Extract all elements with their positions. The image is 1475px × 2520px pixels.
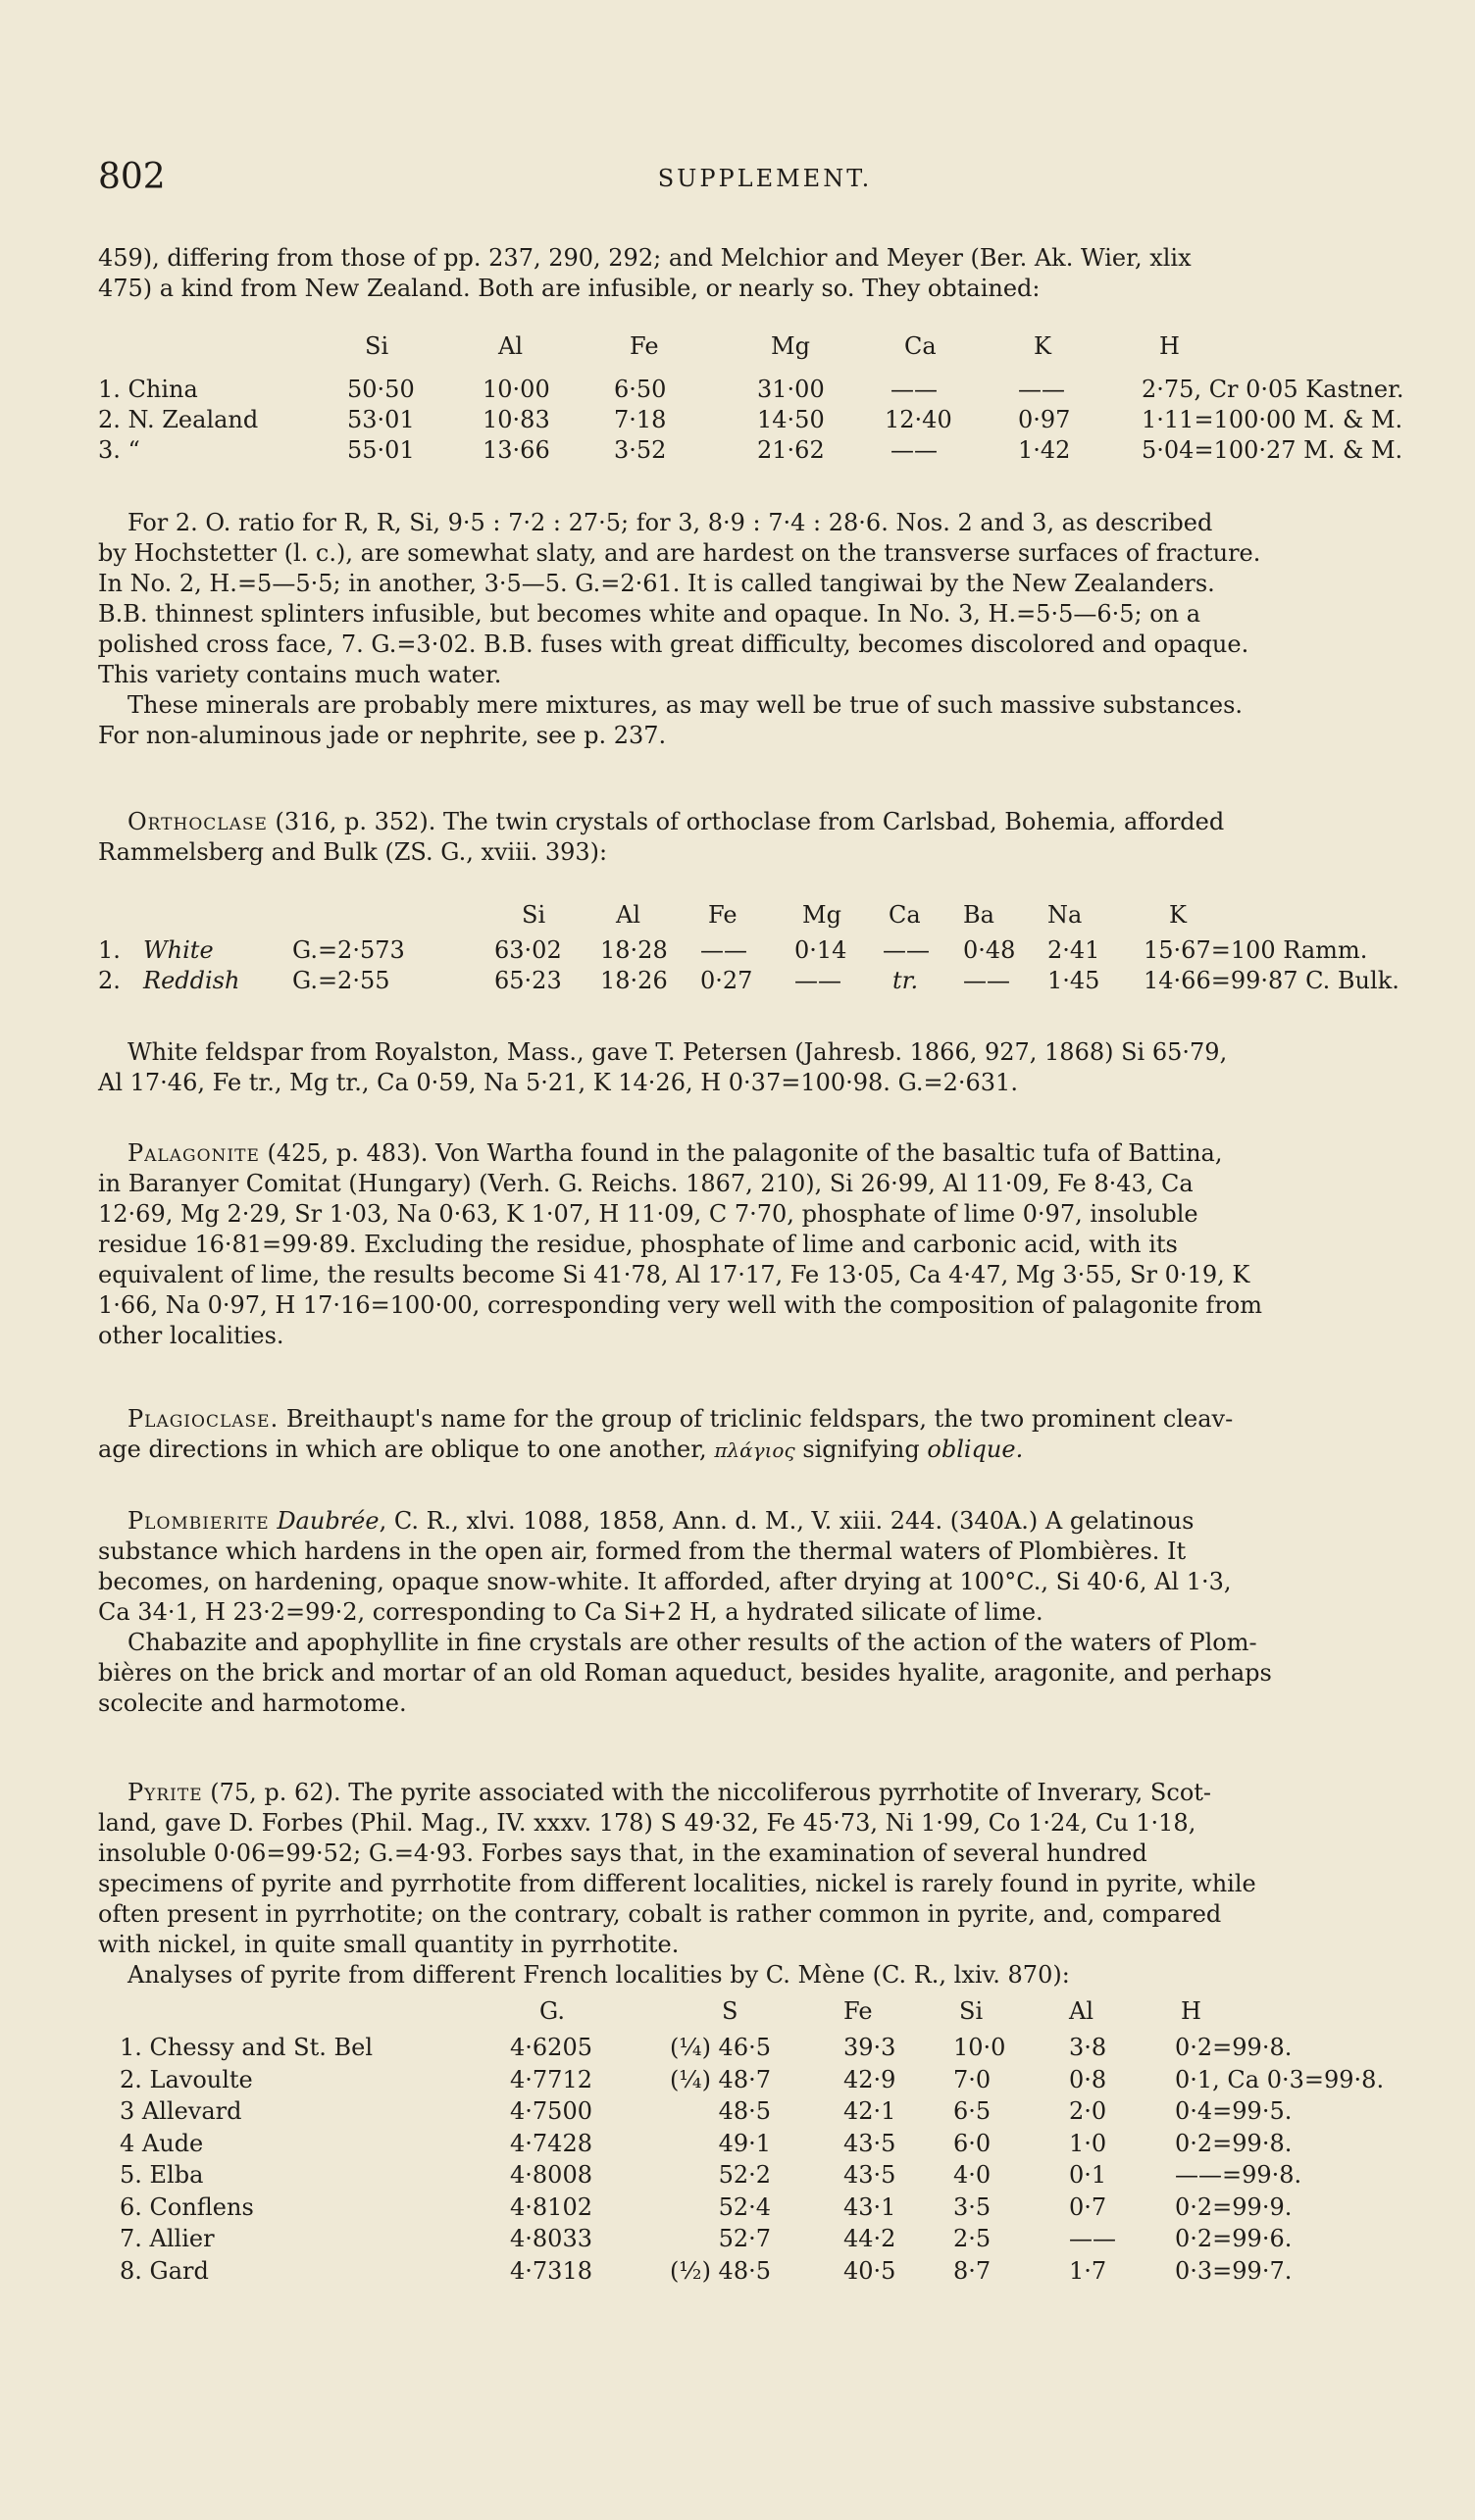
table-cell: ——	[794, 967, 841, 994]
column-header: Si	[365, 332, 389, 360]
text-span: (316, p. 352). The twin crystals of orthoclase from Carlsbad, Bohemia, afforded	[267, 808, 1225, 835]
table-cell: 3. “	[98, 436, 140, 464]
table-cell: Reddish	[143, 967, 240, 994]
table-cell: 2·75, Cr 0·05 Kastner.	[1142, 376, 1404, 403]
text-span: , C. R., xlvi. 1088, 1858, Ann. d. M., V. xiii. 244. (340A.) A gelatinous	[379, 1507, 1195, 1535]
text-line: Ca 34·1, H 23·2=99·2, corresponding to Ca Si+2 H, a hydrated silicate of lime.	[98, 1598, 1043, 1626]
table-cell: 6·5	[953, 2097, 992, 2125]
text-span: signifying	[794, 1436, 928, 1463]
table-cell: 31·00	[757, 376, 825, 403]
table-cell: 1·11=100·00 M. & M.	[1142, 406, 1403, 433]
column-header: Mg	[802, 901, 841, 929]
table-cell: ——=99·8.	[1175, 2161, 1302, 2189]
table-cell: 40·5	[843, 2256, 896, 2285]
nephrite-analysis-table	[98, 331, 1432, 466]
table-cell: 52·2	[718, 2161, 771, 2189]
text-line: In No. 2, H.=5—5·5; in another, 3·5—5. G.=2·61. It is called tangiwai by the New Zealanders.	[98, 570, 1215, 597]
table-row	[98, 405, 1432, 435]
table-cell: 1. China	[98, 376, 198, 403]
table-cell: 7. Allier	[120, 2225, 215, 2252]
text-line	[98, 1506, 1432, 1537]
table-cell: 43·1	[843, 2192, 896, 2221]
table-cell: 1.	[98, 936, 121, 964]
mineral-name: Pyrite	[127, 1779, 203, 1806]
table-cell: 3·8	[1069, 2034, 1107, 2061]
table-cell: 0·1	[1069, 2161, 1107, 2189]
mineral-name: Palagonite	[127, 1139, 260, 1167]
table-cell: 3 Allevard	[120, 2097, 242, 2125]
table-cell: 0·2=99·8.	[1175, 2129, 1293, 2157]
column-header: Al	[616, 901, 641, 929]
table-cell: 53·01	[347, 406, 415, 433]
greek-word: πλάγιος	[714, 1438, 795, 1462]
column-header: Ca	[904, 332, 937, 360]
table-cell: G.=2·573	[292, 936, 405, 964]
mineral-name: Plagioclase.	[127, 1405, 280, 1433]
table-cell: 1·45	[1047, 967, 1100, 994]
orthoclase-table	[98, 900, 1432, 996]
table-cell: ——	[1018, 376, 1065, 403]
text-line: residue 16·81=99·89. Excluding the residue, phosphate of lime and carbonic acid, with its	[98, 1231, 1178, 1258]
text-line: Rammelsberg and Bulk (ZS. G., xviii. 393):	[98, 838, 608, 866]
table-row	[98, 435, 1432, 466]
text-line	[98, 1138, 1432, 1169]
table-cell: 21·62	[757, 436, 825, 464]
table-cell: 8. Gard	[120, 2256, 209, 2285]
table-cell: 5·04=100·27 M. & M.	[1142, 436, 1403, 464]
table-cell: 7·18	[614, 406, 667, 433]
intro-paragraph	[98, 243, 1432, 304]
orthoclase-entry	[98, 807, 1432, 868]
page-number: 802	[98, 157, 166, 197]
table-cell: 1. Chessy and St. Bel	[120, 2034, 373, 2061]
table-cell: 0·3=99·7.	[1175, 2256, 1293, 2285]
table-cell: 2·0	[1069, 2097, 1107, 2125]
table-cell: 6·50	[614, 376, 667, 403]
table-cell: 52·7	[718, 2225, 771, 2252]
table-cell: 7·0	[953, 2065, 992, 2093]
table-row	[98, 2256, 1432, 2289]
table-header-row	[98, 1996, 1432, 2027]
table-cell: 0·8	[1069, 2065, 1107, 2093]
column-header: Si	[959, 1997, 984, 2025]
table-cell: 50·50	[347, 376, 415, 403]
italic-word: oblique.	[927, 1436, 1024, 1463]
text-line: insoluble 0·06=99·52; G.=4·93. Forbes says that, in the examination of several hundred	[98, 1840, 1147, 1867]
plombierite-entry	[98, 1506, 1432, 1719]
table-cell: 2. Lavoulte	[120, 2065, 253, 2093]
text-line: specimens of pyrite and pyrrhotite from different localities, nickel is rarely found in pyrite, while	[98, 1870, 1256, 1897]
text-line: polished cross face, 7. G.=3·02. B.B. fuses with great difficulty, becomes discolored and opaque.	[98, 630, 1249, 658]
table-cell: ——	[963, 967, 1010, 994]
text-span: Breithaupt's name for the group of triclinic feldspars, the two prominent cleav-	[279, 1405, 1234, 1433]
author-name: Daubrée	[277, 1507, 380, 1535]
column-header: Na	[1047, 901, 1083, 929]
text-line: often present in pyrrhotite; on the contrary, cobalt is rather common in pyrite, and, compared	[98, 1900, 1222, 1928]
pyrite-table-body	[98, 2033, 1432, 2288]
text-line: B.B. thinnest splinters infusible, but becomes white and opaque. In No. 3, H.=5·5—6·5; on a	[98, 600, 1201, 628]
column-header: H	[1181, 1997, 1201, 2025]
column-header: K	[1034, 332, 1051, 360]
text-span: (425, p. 483). Von Wartha found in the palagonite of the basaltic tufa of Battina,	[259, 1139, 1223, 1167]
table-cell: 0·97	[1018, 406, 1071, 433]
table-cell: ——	[890, 436, 938, 464]
table-cell: 1·0	[1069, 2129, 1107, 2157]
text-line: This variety contains much water.	[98, 661, 502, 688]
table-cell: ——	[883, 936, 930, 964]
table-cell: 42·1	[843, 2097, 896, 2125]
table-cell: 14·66=99·87 C. Bulk.	[1144, 967, 1399, 994]
table-cell: 0·4=99·5.	[1175, 2097, 1293, 2125]
table-cell: 48·5	[718, 2097, 771, 2125]
text-line: in Baranyer Comitat (Hungary) (Verh. G. Reichs. 1867, 210), Si 26·99, Al 11·09, Fe 8·43, Ca	[98, 1170, 1194, 1197]
table-header-row	[98, 331, 1432, 362]
table-cell: 10·0	[953, 2034, 1006, 2061]
column-header: Al	[1069, 1997, 1094, 2025]
table-cell: 6·0	[953, 2129, 992, 2157]
table-cell: (½) 48·5	[669, 2256, 771, 2285]
text-line: becomes, on hardening, opaque snow-white. It afforded, after drying at 100°C., Si 40·6, Al 1·3,	[98, 1568, 1232, 1595]
table-cell: 3·5	[953, 2192, 992, 2221]
table-cell: ——	[700, 936, 747, 964]
table-cell: 49·1	[718, 2129, 771, 2157]
column-header: Fe	[630, 332, 659, 360]
running-title: SUPPLEMENT.	[657, 165, 873, 192]
table-row	[98, 2192, 1432, 2225]
column-header: Ba	[963, 901, 994, 929]
table-header-row	[98, 900, 1432, 931]
column-header: Ca	[889, 901, 921, 929]
table-cell: 3·52	[614, 436, 667, 464]
text-line: 459), differing from those of pp. 237, 290, 292; and Melchior and Meyer (Ber. Ak. Wier, xlix	[98, 244, 1192, 272]
table-cell: 42·9	[843, 2065, 896, 2093]
text-line: by Hochstetter (l. c.), are somewhat slaty, and are hardest on the transverse surfaces of fracture.	[98, 539, 1261, 567]
column-header: Fe	[708, 901, 738, 929]
table-cell: 0·2=99·8.	[1175, 2034, 1293, 2061]
table-cell: ——	[890, 376, 938, 403]
table-cell: 18·26	[600, 967, 668, 994]
text-line: scolecite and harmotome.	[98, 1689, 407, 1717]
table-cell: 63·02	[494, 936, 562, 964]
table-cell: 6. Conflens	[120, 2192, 254, 2221]
table-cell: 2.	[98, 967, 121, 994]
table-row	[98, 966, 1432, 996]
table-cell: 4·8008	[510, 2161, 592, 2189]
text-line: Al 17·46, Fe tr., Mg tr., Ca 0·59, Na 5·21, K 14·26, H 0·37=100·98. G.=2·631.	[98, 1069, 1018, 1096]
table-cell: 4·7500	[510, 2097, 592, 2125]
table-cell: 4·8033	[510, 2225, 592, 2252]
column-header: Fe	[843, 1997, 873, 2025]
table-cell: 0·1, Ca 0·3=99·8.	[1175, 2065, 1385, 2093]
text-line: 475) a kind from New Zealand. Both are infusible, or nearly so. They obtained:	[98, 275, 1041, 302]
text-span: (75, p. 62). The pyrite associated with the niccoliferous pyrrhotite of Inverary, Scot-	[202, 1779, 1212, 1806]
table-cell: 0·7	[1069, 2192, 1107, 2221]
table-cell: 0·2=99·9.	[1175, 2192, 1293, 2221]
table-cell: 52·4	[718, 2192, 771, 2221]
table-cell: (¼) 46·5	[669, 2034, 771, 2061]
table-cell: 13·66	[483, 436, 550, 464]
table-row	[98, 2096, 1432, 2129]
table-cell: 1·7	[1069, 2256, 1107, 2285]
table-row	[98, 935, 1432, 966]
table-cell: 18·28	[600, 936, 668, 964]
text-line	[98, 1435, 1432, 1466]
table-cell: 0·27	[700, 967, 753, 994]
table-cell: 1·42	[1018, 436, 1071, 464]
text-line: other localities.	[98, 1322, 284, 1349]
palagonite-entry	[98, 1138, 1432, 1351]
table-cell: 12·40	[885, 406, 952, 433]
nephrite-paragraph	[98, 508, 1432, 751]
text-line	[98, 807, 1432, 837]
text-line: Analyses of pyrite from different French localities by C. Mène (C. R., lxiv. 870):	[127, 1961, 1070, 1989]
text-line: 12·69, Mg 2·29, Sr 1·03, Na 0·63, K 1·07, H 11·09, C 7·70, phosphate of lime 0·97, insoluble	[98, 1200, 1198, 1228]
column-header: K	[1169, 901, 1187, 929]
text-line	[98, 1404, 1432, 1435]
table-cell: 8·7	[953, 2256, 992, 2285]
text-line: For non-aluminous jade or nephrite, see p. 237.	[98, 722, 667, 749]
table-cell: 44·2	[843, 2225, 896, 2252]
text-span: age directions in which are oblique to one another,	[98, 1436, 715, 1463]
table-cell: 4·0	[953, 2161, 992, 2189]
table-row	[98, 2065, 1432, 2097]
table-cell: 4·7712	[510, 2065, 592, 2093]
table-cell: 15·67=100 Ramm.	[1144, 936, 1368, 964]
table-cell: 2·5	[953, 2225, 992, 2252]
table-cell: 10·83	[483, 406, 550, 433]
text-line: 1·66, Na 0·97, H 17·16=100·00, corresponding very well with the composition of palagonite from	[98, 1291, 1262, 1319]
table-cell: 43·5	[843, 2161, 896, 2189]
column-header: Si	[522, 901, 546, 929]
table-row	[98, 2033, 1432, 2065]
table-cell: 10·00	[483, 376, 550, 403]
text-line: substance which hardens in the open air, formed from the thermal waters of Plombières. It	[98, 1537, 1187, 1565]
table-cell: G.=2·55	[292, 967, 390, 994]
column-header: Al	[498, 332, 524, 360]
table-cell: 4·8102	[510, 2192, 592, 2221]
text-line: equivalent of lime, the results become Si 41·78, Al 17·17, Fe 13·05, Ca 4·47, Mg 3·55, Sr 0·19, K	[98, 1261, 1250, 1288]
table-cell: 0·2=99·6.	[1175, 2225, 1293, 2252]
column-header: Mg	[771, 332, 810, 360]
table-row	[98, 2160, 1432, 2192]
feldspar-note	[98, 1037, 1432, 1098]
text-line	[98, 1778, 1432, 1808]
table-cell: 2. N. Zealand	[98, 406, 259, 433]
table-cell: (¼) 48·7	[669, 2065, 771, 2093]
table-cell: 4 Aude	[120, 2129, 204, 2157]
table-row	[98, 2129, 1432, 2161]
plagioclase-entry	[98, 1404, 1432, 1466]
column-header: H	[1159, 332, 1180, 360]
text-line: Chabazite and apophyllite in fine crystals are other results of the action of the waters of Plom-	[127, 1629, 1257, 1656]
table-row	[98, 375, 1432, 405]
table-cell: tr.	[892, 967, 919, 994]
pyrite-analysis-table	[98, 1996, 1432, 2027]
column-header: S	[722, 1997, 738, 2025]
text-line: For 2. O. ratio for R, R, Si, 9·5 : 7·2 : 27·5; for 3, 8·9 : 7·4 : 28·6. Nos. 2 and 3, as described	[127, 509, 1213, 536]
page-header	[98, 157, 1432, 196]
column-header: G.	[539, 1997, 565, 2025]
text-line: with nickel, in quite small quantity in pyrrhotite.	[98, 1931, 680, 1958]
table-cell: 2·41	[1047, 936, 1100, 964]
table-cell: 4·7428	[510, 2129, 592, 2157]
mineral-name: Orthoclase	[127, 808, 268, 835]
table-cell: 14·50	[757, 406, 825, 433]
table-row	[98, 2224, 1432, 2256]
mineral-name: Plombierite	[127, 1507, 270, 1535]
table-cell: 55·01	[347, 436, 415, 464]
table-cell: White	[143, 936, 214, 964]
table-cell: 0·48	[963, 936, 1016, 964]
pyrite-entry	[98, 1778, 1432, 1991]
text-line: These minerals are probably mere mixtures, as may well be true of such massive substances.	[127, 691, 1244, 719]
table-cell: 0·14	[794, 936, 847, 964]
table-cell: 43·5	[843, 2129, 896, 2157]
table-cell: 4·6205	[510, 2034, 592, 2061]
table-cell: 39·3	[843, 2034, 896, 2061]
table-cell: 65·23	[494, 967, 562, 994]
table-cell: 5. Elba	[120, 2161, 204, 2189]
text-line: White feldspar from Royalston, Mass., gave T. Petersen (Jahresb. 1866, 927, 1868) Si 65·79,	[127, 1038, 1228, 1066]
text-line: land, gave D. Forbes (Phil. Mag., IV. xxxv. 178) S 49·32, Fe 45·73, Ni 1·99, Co 1·24, Cu 1·18,	[98, 1809, 1196, 1837]
table-cell: 4·7318	[510, 2256, 592, 2285]
table-cell: ——	[1069, 2225, 1116, 2252]
text-line: bières on the brick and mortar of an old Roman aqueduct, besides hyalite, aragonite, and perhaps	[98, 1659, 1272, 1687]
